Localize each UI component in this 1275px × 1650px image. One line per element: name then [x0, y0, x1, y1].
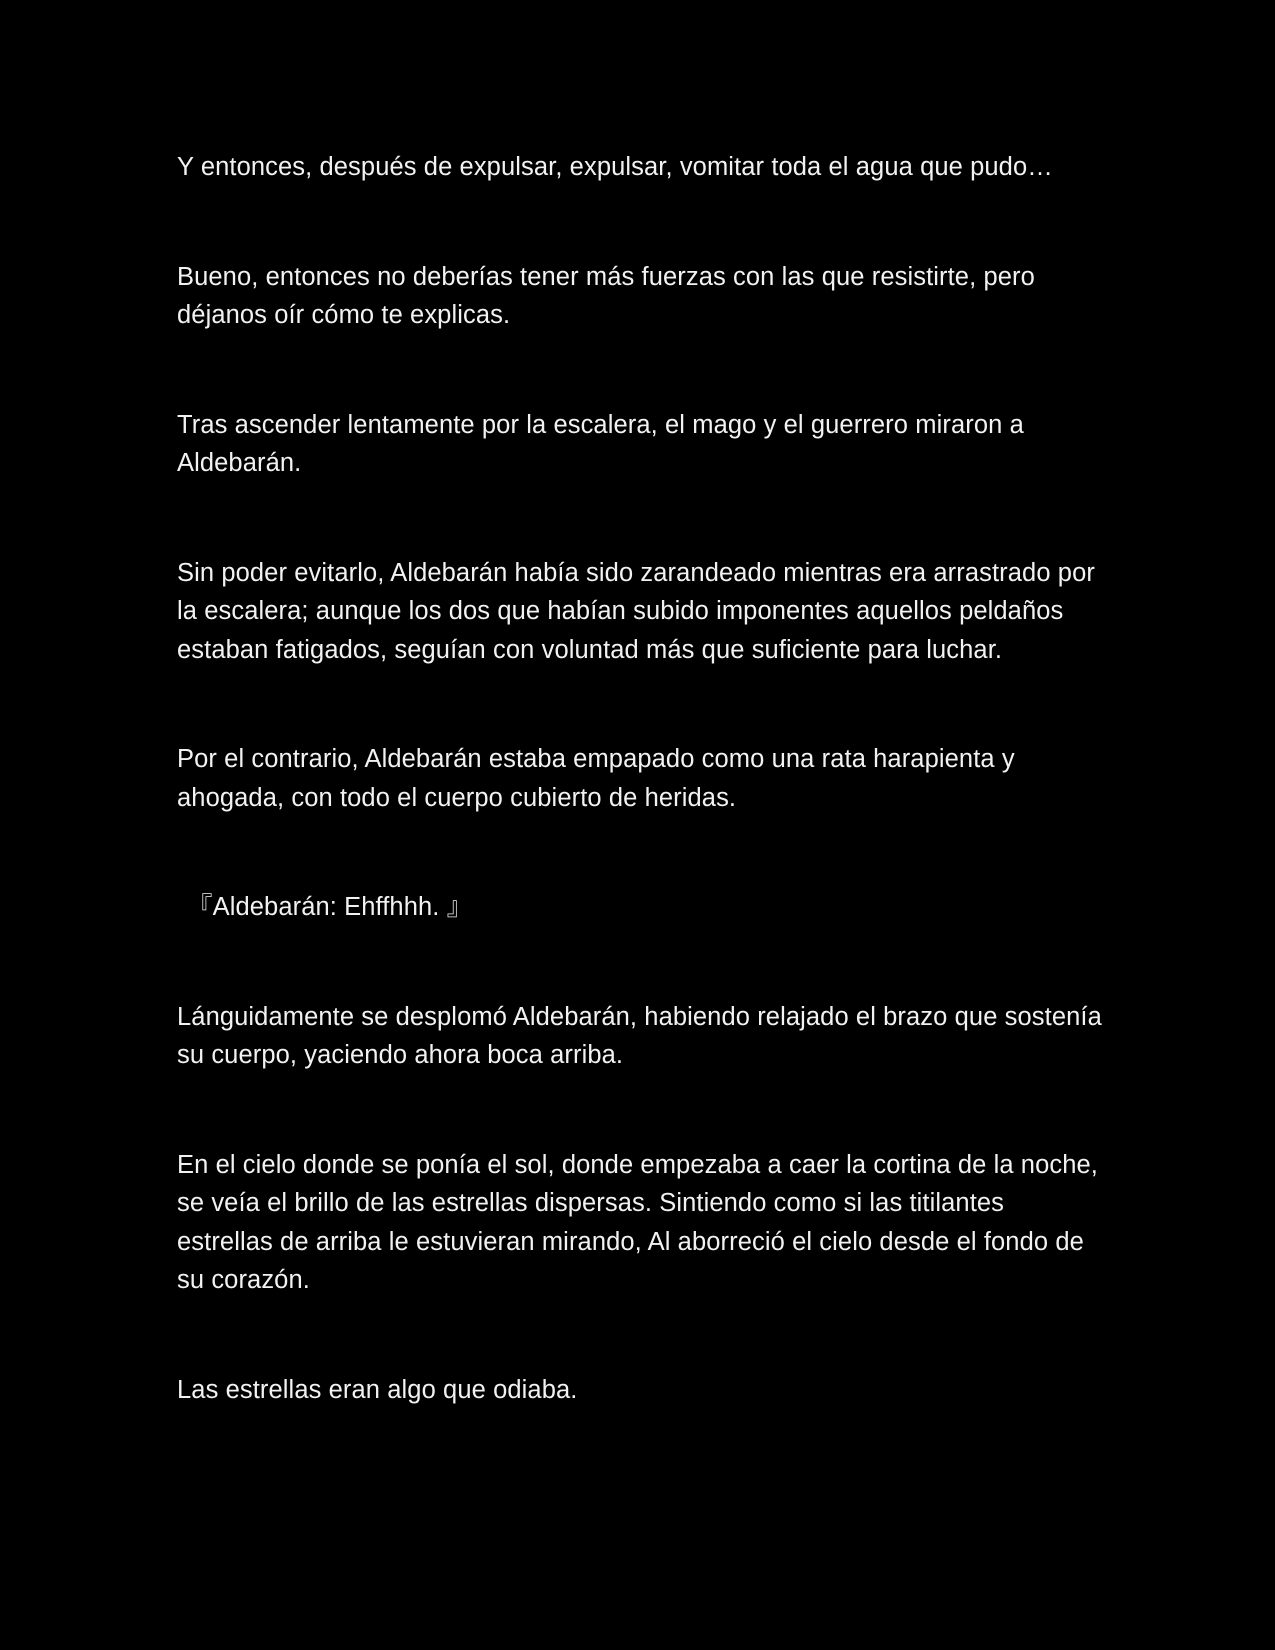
- paragraph-7: Lánguidamente se desplomó Aldebarán, habiendo relajado el brazo que sostenía su cuerpo, yaciendo ahora boca arriba.: [177, 1002, 1102, 1069]
- paragraph-9: Las estrellas eran algo que odiaba.: [177, 1375, 578, 1404]
- document-page: [177, 148, 1102, 1480]
- paragraph-5: Por el contrario, Aldebarán estaba empapado como una rata harapienta y ahogada, con todo el cuerpo cubierto de heridas.: [177, 745, 1015, 812]
- dialogue-line: 『Aldebarán: Ehffhhh. 』: [187, 893, 473, 921]
- paragraph-1: Y entonces, después de expulsar, expulsar, vomitar toda el agua que pudo…: [177, 153, 1053, 181]
- paragraph-3: Tras ascender lentamente por la escalera, el mago y el guerrero miraron a Aldebarán.: [177, 410, 1024, 477]
- paragraph-8: En el cielo donde se ponía el sol, donde empezaba a caer la cortina de la noche, se veía el brillo de las estrellas dispersas. Sintiendo como si las titilantes estrellas de arriba le estuvieran mirando, Al aborreció el cielo desde el fondo de su corazón.: [177, 1150, 1098, 1294]
- paragraph-4: Sin poder evitarlo, Aldebarán había sido zarandeado mientras era arrastrado por la escalera; aunque los dos que habían subido imponentes aquellos peldaños estaban fatigados, seguían con voluntad más que suficiente para luchar.: [177, 558, 1095, 664]
- paragraph-2: Bueno, entonces no deberías tener más fuerzas con las que resistirte, pero déjanos oír cómo te explicas.: [177, 262, 1035, 329]
